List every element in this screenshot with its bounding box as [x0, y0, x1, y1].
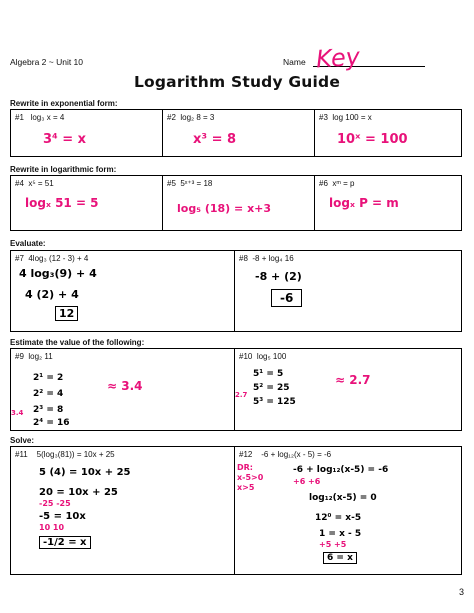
problem-cell-1: [11, 110, 163, 157]
estimate-table: [10, 348, 462, 431]
section-heading-evaluate: Evaluate:: [10, 239, 46, 248]
section-heading-estimate: Estimate the value of the following:: [10, 338, 145, 347]
work-line: 5¹ = 5: [253, 369, 284, 379]
answer-value: 12: [55, 306, 78, 321]
work-line: -25 -25: [39, 499, 71, 508]
work-line: 4 (2) + 4: [25, 288, 79, 301]
handwritten-answer: logₓ 51 = 5: [25, 196, 99, 210]
exponential-form-table: [10, 109, 462, 157]
problem-text: xᵐ = p: [332, 179, 355, 188]
problem-cell-2: [163, 110, 315, 157]
problem-number: #8: [239, 254, 248, 263]
problem-cell-10: [235, 349, 462, 431]
problem-number: #3: [319, 113, 328, 122]
problem-number: #5: [167, 179, 176, 188]
section-heading-exponential: Rewrite in exponential form:: [10, 99, 118, 108]
domain-note: x-5>0: [237, 473, 264, 482]
work-line: 10 10: [39, 523, 65, 532]
work-line: log₁₂(x-5) = 0: [309, 493, 377, 503]
work-line: 12⁰ = x-5: [315, 513, 362, 523]
problem-cell-4: [11, 176, 163, 231]
problem-cell-9: [11, 349, 235, 431]
course-label: Algebra 2 ~ Unit 10: [10, 57, 84, 67]
problem-text: 5(log₃(81)) = 10x + 25: [36, 450, 115, 459]
problem-text: log₂ 11: [28, 352, 53, 361]
handwritten-answer: 10ˣ = 100: [337, 132, 408, 147]
work-line: 2² = 4: [33, 389, 64, 399]
problem-text: 5ˣ⁺³ = 18: [180, 179, 213, 188]
work-line: 2³ = 8: [33, 405, 64, 415]
problem-number: #6: [319, 179, 328, 188]
problem-cell-3: [315, 110, 462, 157]
section-heading-solve: Solve:: [10, 436, 35, 445]
answer-box: [55, 307, 78, 320]
problem-number: #2: [167, 113, 176, 122]
problem-number: #9: [15, 352, 24, 361]
problem-cell-12: [235, 447, 462, 575]
page-number: 3: [458, 587, 464, 597]
work-line: 5² = 25: [253, 383, 290, 393]
handwritten-answer: log₅ (18) = x+3: [177, 202, 272, 215]
work-line: -6 + log₁₂(x-5) = -6: [293, 465, 389, 475]
work-line: 2¹ = 2: [33, 373, 64, 383]
work-line: -5 = 10x: [39, 511, 86, 522]
logarithmic-form-table: [10, 175, 462, 231]
problem-text: log₂ 8 = 3: [180, 113, 215, 122]
estimate-answer: ≈ 2.7: [335, 373, 371, 387]
domain-note: x>5: [237, 483, 255, 492]
work-line: +6 +6: [293, 477, 321, 486]
estimate-side-note: 2.7: [235, 391, 248, 399]
answer-value: 6 = x: [323, 552, 357, 564]
estimate-side-note: 3.4: [11, 409, 24, 417]
problem-text: log₃ x = 4: [30, 113, 65, 122]
answer-box: [271, 291, 302, 305]
estimate-answer: ≈ 3.4: [107, 379, 143, 393]
problem-cell-5: [163, 176, 315, 231]
problem-number: #1: [15, 113, 24, 122]
solve-table: [10, 446, 462, 575]
work-line: -8 + (2): [255, 270, 302, 283]
name-label: Name: [283, 57, 306, 67]
section-heading-logarithmic: Rewrite in logarithmic form:: [10, 165, 117, 174]
problem-number: #7: [15, 254, 24, 263]
problem-number: #12: [239, 450, 253, 459]
evaluate-table: [10, 250, 462, 332]
name-value-handwritten: Key: [315, 42, 361, 74]
problem-text: -6 + log₁₂(x - 5) = -6: [261, 450, 332, 459]
answer-box: [323, 553, 357, 563]
work-line: 20 = 10x + 25: [39, 487, 118, 498]
page-title: Logarithm Study Guide: [133, 73, 341, 91]
problem-text: x⁵ = 51: [28, 179, 54, 188]
answer-value: -6: [271, 289, 302, 307]
handwritten-answer: x³ = 8: [193, 132, 237, 147]
problem-text: log 100 = x: [332, 113, 372, 122]
work-line: 4 log₃(9) + 4: [19, 267, 97, 280]
problem-cell-6: [315, 176, 462, 231]
work-line: 5 (4) = 10x + 25: [39, 467, 131, 478]
problem-cell-7: [11, 251, 235, 332]
problem-text: log₅ 100: [256, 352, 287, 361]
problem-number: #4: [15, 179, 24, 188]
domain-note: DR:: [237, 463, 253, 472]
work-line: +5 +5: [319, 540, 347, 549]
work-line: 1 = x - 5: [319, 529, 362, 539]
problem-text: 4log₃ (12 - 3) + 4: [28, 254, 89, 263]
problem-cell-8: [235, 251, 462, 332]
problem-number: #11: [15, 450, 28, 459]
answer-box: [39, 537, 91, 548]
handwritten-answer: logₓ P = m: [329, 196, 399, 210]
work-line: 5³ = 125: [253, 397, 296, 407]
problem-cell-11: [11, 447, 235, 575]
work-line: 2⁴ = 16: [33, 418, 70, 428]
answer-value: -1/2 = x: [39, 536, 91, 549]
problem-number: #10: [239, 352, 253, 361]
problem-text: -8 + log₄ 16: [252, 254, 294, 263]
handwritten-answer: 3⁴ = x: [43, 132, 87, 147]
